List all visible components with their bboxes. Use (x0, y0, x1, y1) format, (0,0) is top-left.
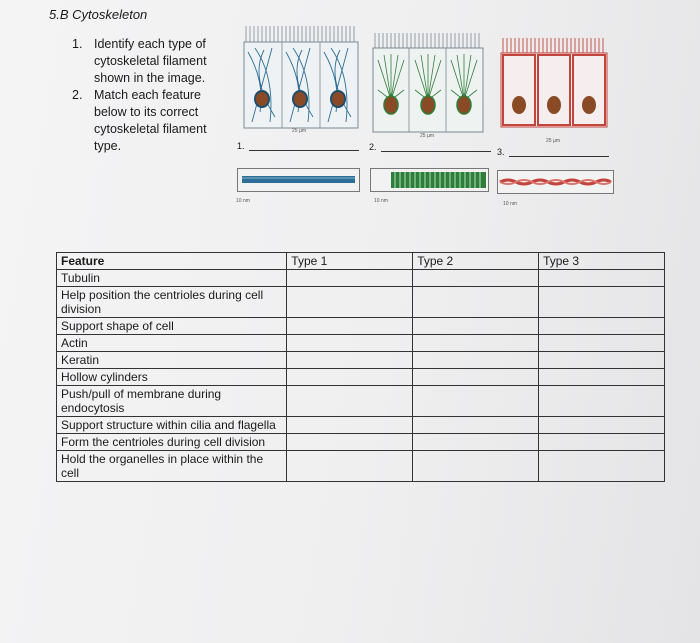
answer-cell[interactable] (413, 386, 539, 417)
filament-2-image (371, 169, 488, 191)
answer-blank-1[interactable] (237, 141, 359, 151)
scale-label-3: 25 µm (546, 138, 560, 144)
feature-cell: Form the centrioles during cell division (57, 434, 287, 451)
answer-cell[interactable] (287, 369, 413, 386)
filament-bar-1 (237, 168, 360, 192)
answer-blank-2[interactable] (369, 142, 491, 152)
answer-blank-3[interactable] (497, 147, 609, 157)
feature-cell: Support shape of cell (57, 318, 287, 335)
answer-cell[interactable] (413, 352, 539, 369)
answer-cell[interactable] (413, 451, 539, 482)
answer-cell[interactable] (539, 434, 665, 451)
feature-matching-table (56, 252, 665, 482)
blank-line (509, 156, 609, 157)
bar-scale-3: 10 nm (503, 201, 517, 207)
column-header-type-3: Type 3 (539, 253, 665, 270)
answer-cell[interactable] (413, 318, 539, 335)
blank-number: 2. (369, 142, 377, 152)
table-row (57, 386, 665, 417)
answer-cell[interactable] (287, 451, 413, 482)
column-header-feature: Feature (57, 253, 287, 270)
feature-cell: Hollow cylinders (57, 369, 287, 386)
filament-bar-3 (497, 170, 614, 194)
answer-cell[interactable] (287, 417, 413, 434)
instruction-1 (72, 36, 232, 87)
table-row (57, 352, 665, 369)
cell-figure-3 (498, 35, 610, 131)
answer-cell[interactable] (539, 352, 665, 369)
filament-1-image (238, 169, 359, 191)
bar-scale-2: 10 nm (374, 198, 388, 204)
feature-cell: Help position the centrioles during cell division (57, 287, 287, 318)
table-row (57, 369, 665, 386)
blank-line (381, 151, 491, 152)
answer-cell[interactable] (287, 386, 413, 417)
answer-cell[interactable] (413, 287, 539, 318)
table-row (57, 318, 665, 335)
answer-cell[interactable] (539, 369, 665, 386)
feature-cell: Keratin (57, 352, 287, 369)
column-header-type-2: Type 2 (413, 253, 539, 270)
instructions (72, 36, 232, 155)
scale-label-2: 25 µm (420, 133, 434, 139)
blank-number: 1. (237, 141, 245, 151)
instruction-text: Identify each type of cytoskeletal filament shown in the image. (94, 37, 207, 85)
scale-label-1: 25 µm (292, 128, 306, 134)
answer-cell[interactable] (539, 335, 665, 352)
feature-cell: Tubulin (57, 270, 287, 287)
column-header-type-1: Type 1 (287, 253, 413, 270)
answer-cell[interactable] (413, 417, 539, 434)
answer-cell[interactable] (413, 335, 539, 352)
answer-cell[interactable] (413, 369, 539, 386)
table-row (57, 287, 665, 318)
feature-cell: Support structure within cilia and flagella (57, 417, 287, 434)
answer-cell[interactable] (413, 434, 539, 451)
answer-cell[interactable] (413, 270, 539, 287)
feature-cell: Actin (57, 335, 287, 352)
table-row (57, 434, 665, 451)
table-row (57, 270, 665, 287)
cell-figure-2 (370, 30, 485, 134)
answer-cell[interactable] (287, 270, 413, 287)
table-row (57, 451, 665, 482)
answer-cell[interactable] (287, 287, 413, 318)
answer-cell[interactable] (287, 352, 413, 369)
table-header-row (57, 253, 665, 270)
bar-scale-1: 10 nm (236, 198, 250, 204)
instruction-number: 1. (72, 37, 83, 51)
blank-line (249, 150, 359, 151)
answer-cell[interactable] (539, 318, 665, 335)
filament-bar-2 (370, 168, 489, 192)
instruction-2 (72, 87, 232, 155)
answer-cell[interactable] (287, 335, 413, 352)
instruction-text: Match each feature below to its correct cytoskeletal filament type. (94, 88, 207, 153)
answer-cell[interactable] (287, 318, 413, 335)
cell-figure-1 (240, 22, 362, 132)
answer-cell[interactable] (287, 434, 413, 451)
instruction-number: 2. (72, 88, 83, 102)
feature-cell: Push/pull of membrane during endocytosis (57, 386, 287, 417)
table-row (57, 335, 665, 352)
answer-cell[interactable] (539, 270, 665, 287)
blank-number: 3. (497, 147, 505, 157)
worksheet-title: 5.B Cytoskeleton (49, 7, 148, 22)
answer-cell[interactable] (539, 386, 665, 417)
filament-3-image (498, 171, 613, 193)
table-row (57, 417, 665, 434)
answer-cell[interactable] (539, 451, 665, 482)
feature-cell: Hold the organelles in place within the cell (57, 451, 287, 482)
answer-cell[interactable] (539, 287, 665, 318)
answer-cell[interactable] (539, 417, 665, 434)
